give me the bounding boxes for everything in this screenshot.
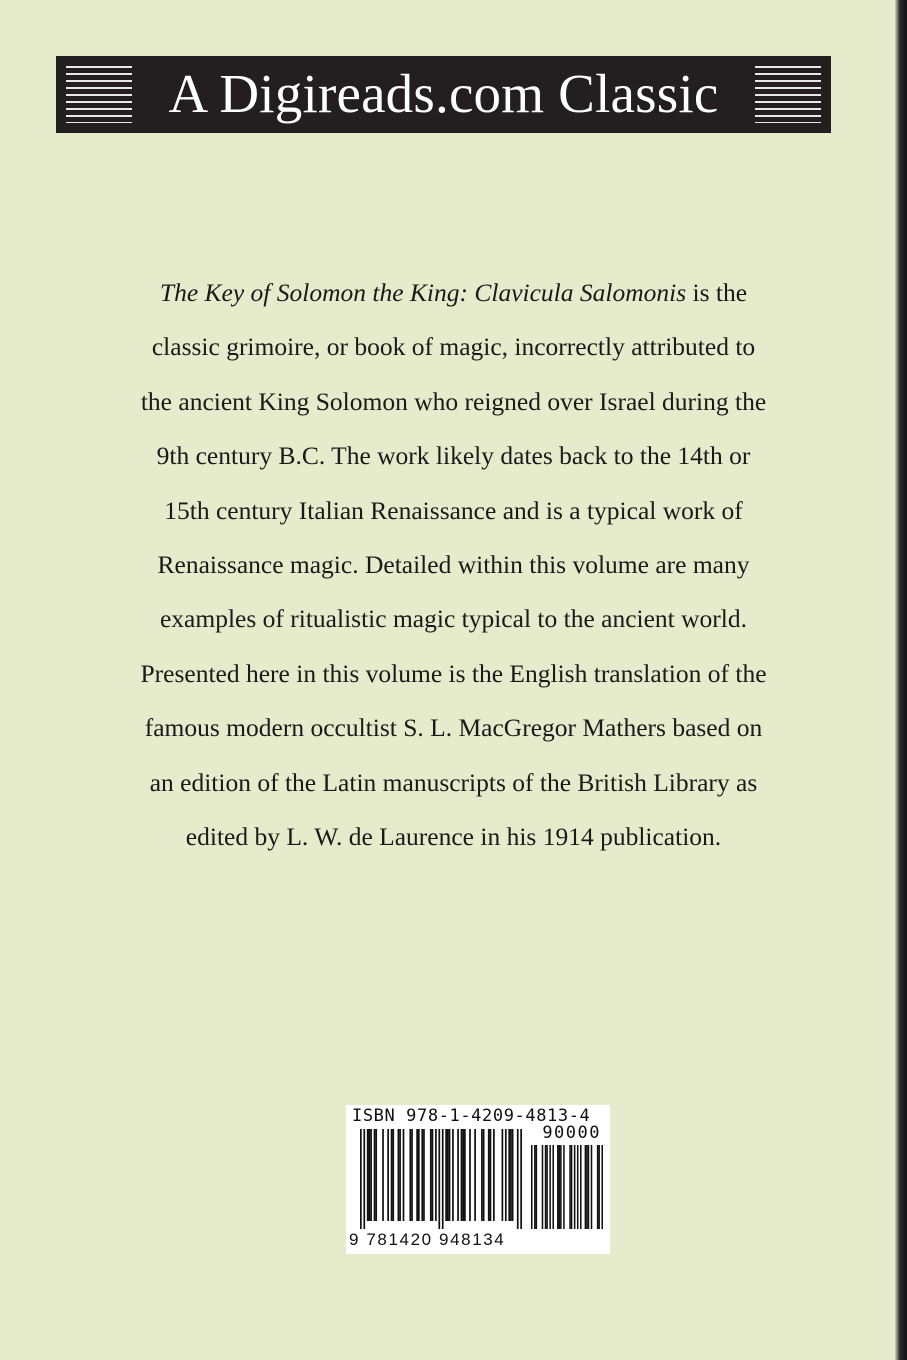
barcode-bar [569,1145,571,1229]
blurb-line-6: Renaissance magic. Detailed within this volume are many [157,550,750,580]
barcode-bar [546,1145,548,1229]
barcode-bar [375,1129,377,1221]
barcode-bar [418,1129,420,1221]
barcode-bar [457,1129,459,1221]
ean13-bars [360,1129,522,1229]
barcode-bar [449,1129,451,1221]
barcode-bar [464,1129,466,1221]
barcode-bar [430,1129,432,1221]
barcode-bar [508,1129,510,1221]
barcode-bar [502,1129,504,1221]
barcode-bar [367,1129,369,1221]
barcode-bar [474,1129,476,1221]
barcode-guard-bar [438,1129,440,1229]
barcode-bar [574,1145,576,1229]
blurb-line-7: examples of ritualistic magic typical to the ancient world. [159,604,748,634]
barcode-bar [416,1129,418,1221]
barcode-bar [563,1145,565,1229]
barcode-bar [461,1129,463,1221]
barcode-bar [580,1145,582,1229]
barcode-guard-bar [363,1129,365,1229]
book-title: The Key of Solomon the King: Clavicula Salomonis [159,278,687,307]
barcode-bar [552,1145,554,1229]
barcode-bar [462,1129,464,1221]
spine-edge [895,0,907,1360]
barcode-bar [510,1129,512,1221]
barcode-bar [586,1145,588,1229]
barcode-bar [598,1145,600,1229]
barcode-bar [432,1129,434,1221]
barcode-bar [545,1145,547,1229]
barcode-guard-bar [442,1129,444,1229]
addon-bars [531,1145,603,1229]
barcode-bar [411,1129,413,1221]
blurb-line-4: 9th century B.C. The work likely dates back to the 14th or [156,441,751,471]
barcode-bar [392,1129,394,1221]
price-code: 90000 [542,1123,601,1143]
barcode-bar [597,1145,599,1229]
barcode-bar [403,1129,405,1221]
barcode-bar [534,1145,536,1229]
barcode-bar [369,1129,371,1221]
banner-stripes-right [755,66,821,123]
blurb-line-11: edited by L. W. de Laurence in his 1914 publication. [185,822,722,852]
barcode-guard-bar [360,1129,362,1229]
barcode-bar [490,1129,492,1221]
blurb-line-1: The Key of Solomon the King: Clavicula Salomonis is the [159,278,748,307]
barcode-bar [560,1145,562,1229]
isbn-barcode [346,1105,610,1254]
barcode-guard-bar [520,1129,522,1229]
publisher-banner [56,56,831,133]
barcode-bar [370,1129,372,1221]
barcode-bar [512,1129,514,1221]
barcode-bar [577,1145,579,1229]
barcode-bar [398,1129,400,1221]
blurb-line-9: famous modern occultist S. L. MacGregor Mathers based on [144,713,763,743]
banner-title: A Digireads.com Classic [168,63,719,124]
barcode-bar [536,1145,538,1229]
barcode-guard-bar [517,1129,519,1229]
barcode-bar [423,1129,425,1221]
barcode-bar [483,1129,485,1221]
barcode-bar [435,1129,437,1221]
barcode-bar [542,1145,544,1229]
barcode-bar [469,1129,471,1221]
barcode-bar [488,1129,490,1221]
barcode-bar [409,1129,411,1221]
barcode-bar [601,1145,603,1229]
barcode-bar [493,1129,495,1221]
blurb-line-3: the ancient King Solomon who reigned over Israel during the [140,386,767,416]
barcode-bar [421,1129,423,1221]
barcode-bar [382,1129,384,1221]
barcode-bar [445,1129,447,1221]
barcode-bar [505,1129,507,1221]
isbn-label: ISBN 978-1-4209-4813-4 [352,1106,591,1126]
barcode-bar [447,1129,449,1221]
barcode-bar [559,1145,561,1229]
barcode-bar [481,1129,483,1221]
barcode-bar [391,1129,393,1221]
barcode-bar [588,1145,590,1229]
barcode-bar [452,1129,454,1221]
blurb-line-5: 15th century Italian Renaissance and is a typical work of [164,495,743,525]
barcode-digits: 9 781420 948134 [349,1230,506,1249]
barcode-bar [557,1145,559,1229]
book-description [95,266,812,864]
barcode-bar [531,1145,533,1229]
barcode-bar [571,1145,573,1229]
barcode-bar [591,1145,593,1229]
barcode-bar [549,1145,551,1229]
barcode-bar [399,1129,401,1221]
blurb-line-10: an edition of the Latin manuscripts of the British Library as [149,767,758,797]
barcode-bar [585,1145,587,1229]
banner-stripes-left [66,66,132,123]
barcode-bar [374,1129,376,1221]
blurb-line-8: Presented here in this volume is the English translation of the [140,658,767,688]
blurb-line-2: classic grimoire, or book of magic, incorrectly attributed to [151,332,756,362]
barcode-bar [387,1129,389,1221]
